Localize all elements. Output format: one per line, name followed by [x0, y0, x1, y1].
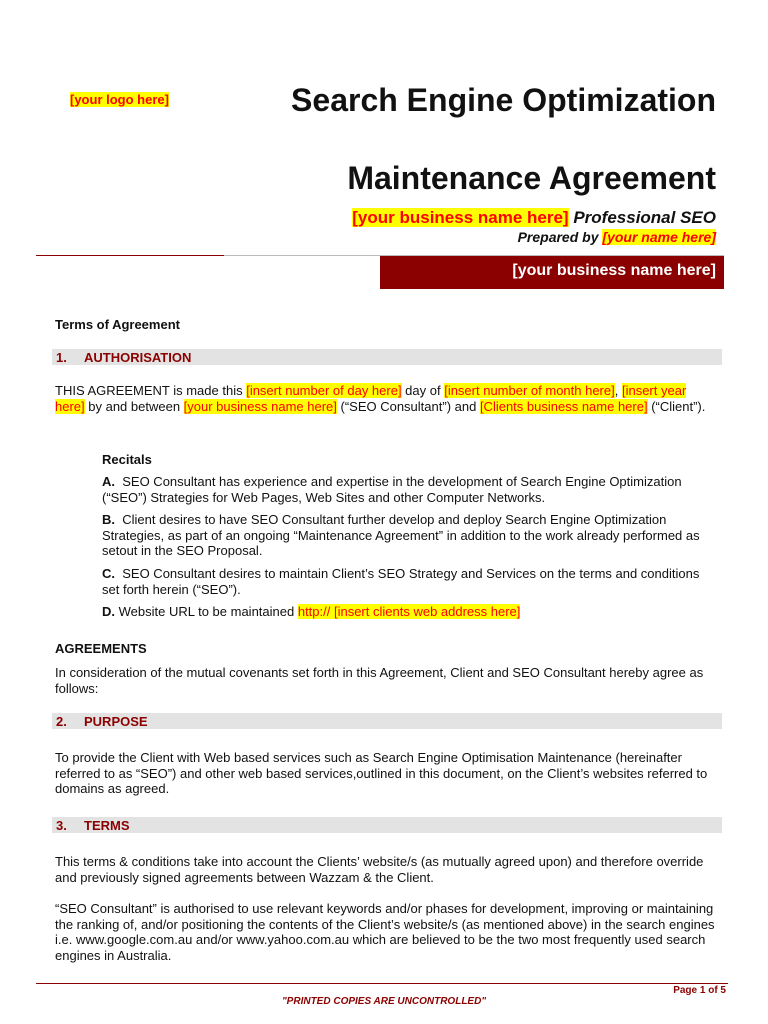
header-rule-accent: [36, 255, 224, 256]
title-line-1: Search Engine Optimization: [291, 82, 716, 118]
month-placeholder: [insert number of month here]: [444, 383, 615, 398]
section-3-heading: [52, 817, 722, 833]
section-1-title: AUTHORISATION: [84, 350, 192, 365]
text-run: THIS AGREEMENT is made this: [55, 383, 247, 398]
recital-letter: B.: [102, 512, 115, 527]
logo-placeholder-text: [your logo here]: [70, 92, 169, 107]
section-2-heading: [52, 713, 722, 729]
text-run: (“SEO Consultant”) and: [336, 398, 480, 414]
agreements-heading: AGREEMENTS: [55, 641, 147, 656]
authorisation-paragraph: [55, 383, 715, 414]
section-2-number: 2.: [56, 714, 67, 729]
footer-rule: [36, 983, 728, 984]
title-line-2: Maintenance Agreement: [347, 160, 716, 196]
terms-paragraph-2: “SEO Consultant” is authorised to use relevant keywords and/or phases for development, improving or maintaining the ranking of, and/or positioning the contents of the Client’s website/s (as mentioned above) in the search engines i.e. www.google.com.au and/or www.yahoo.com.au which are believed to be the two most frequently used search engines in Australia.: [55, 901, 715, 963]
page-number: Page 1 of 5: [673, 985, 726, 996]
recital-c: [102, 566, 712, 597]
recital-text: SEO Consultant has experience and expertise in the development of Search Engine Optimization (“SEO”) Strategies for Web Pages, Web Sites and other Computer Networks.: [102, 474, 682, 505]
recital-text: Website URL to be maintained: [118, 604, 298, 619]
client-placeholder: [Clients business name here]: [479, 398, 648, 414]
recital-text: Client desires to have SEO Consultant further develop and deploy Search Engine Optimization Strategies, as part of an ongoing “Maintenance Agreement” in addition to the work already performed as setout in the SEO Proposal.: [102, 512, 700, 559]
prepared-by-label: Prepared by: [517, 229, 599, 245]
business-subtitle: [352, 208, 716, 228]
uncontrolled-notice: "PRINTED COPIES ARE UNCONTROLLED": [281, 996, 487, 1007]
recital-letter: A.: [102, 474, 115, 489]
section-3-title: TERMS: [84, 818, 130, 833]
recital-a: [102, 474, 712, 505]
recital-b: [102, 512, 712, 559]
text-run: day of: [401, 383, 445, 398]
section-1-heading: [52, 349, 722, 365]
prepared-by: [518, 229, 716, 245]
text-run: by and between: [84, 398, 184, 414]
section-2-title: PURPOSE: [84, 714, 148, 729]
business-placeholder: [your business name here]: [183, 398, 337, 414]
section-3-number: 3.: [56, 818, 67, 833]
recitals-heading: Recitals: [102, 452, 152, 467]
professional-seo-label: Professional SEO: [573, 208, 716, 227]
logo-placeholder: [70, 92, 169, 107]
terms-paragraph-1: This terms & conditions take into account the Clients’ website/s (as mutually agreed upon) and therefore override and previously signed agreements between Wazzam & the Client.: [55, 854, 704, 885]
recital-letter: C.: [102, 566, 115, 581]
recital-letter: D.: [102, 604, 115, 619]
agreements-paragraph: In consideration of the mutual covenants set forth in this Agreement, Client and SEO Consultant hereby agree as follows:: [55, 665, 704, 696]
business-banner: [your business name here]: [380, 256, 724, 289]
recital-text: SEO Consultant desires to maintain Client’s SEO Strategy and Services on the terms and conditions set forth herein (“SEO”).: [102, 566, 700, 597]
text-run: (“Client”).: [647, 398, 706, 414]
website-url-placeholder: http:// [insert clients web address here]: [297, 604, 521, 619]
name-placeholder: [your name here]: [602, 229, 716, 245]
day-placeholder: [insert number of day here]: [246, 383, 402, 398]
recital-d: [102, 604, 712, 620]
year-placeholder: [insert year here]: [55, 383, 687, 414]
text-run: ,: [614, 383, 622, 398]
terms-heading: Terms of Agreement: [55, 317, 180, 332]
purpose-paragraph: To provide the Client with Web based services such as Search Engine Optimisation Maintenance (hereinafter referred to as “SEO”) and other web based services,outlined in this document, on the Client’s websites referred to domains as agreed.: [55, 750, 708, 797]
business-placeholder: [your business name here]: [352, 208, 569, 227]
section-1-number: 1.: [56, 350, 67, 365]
